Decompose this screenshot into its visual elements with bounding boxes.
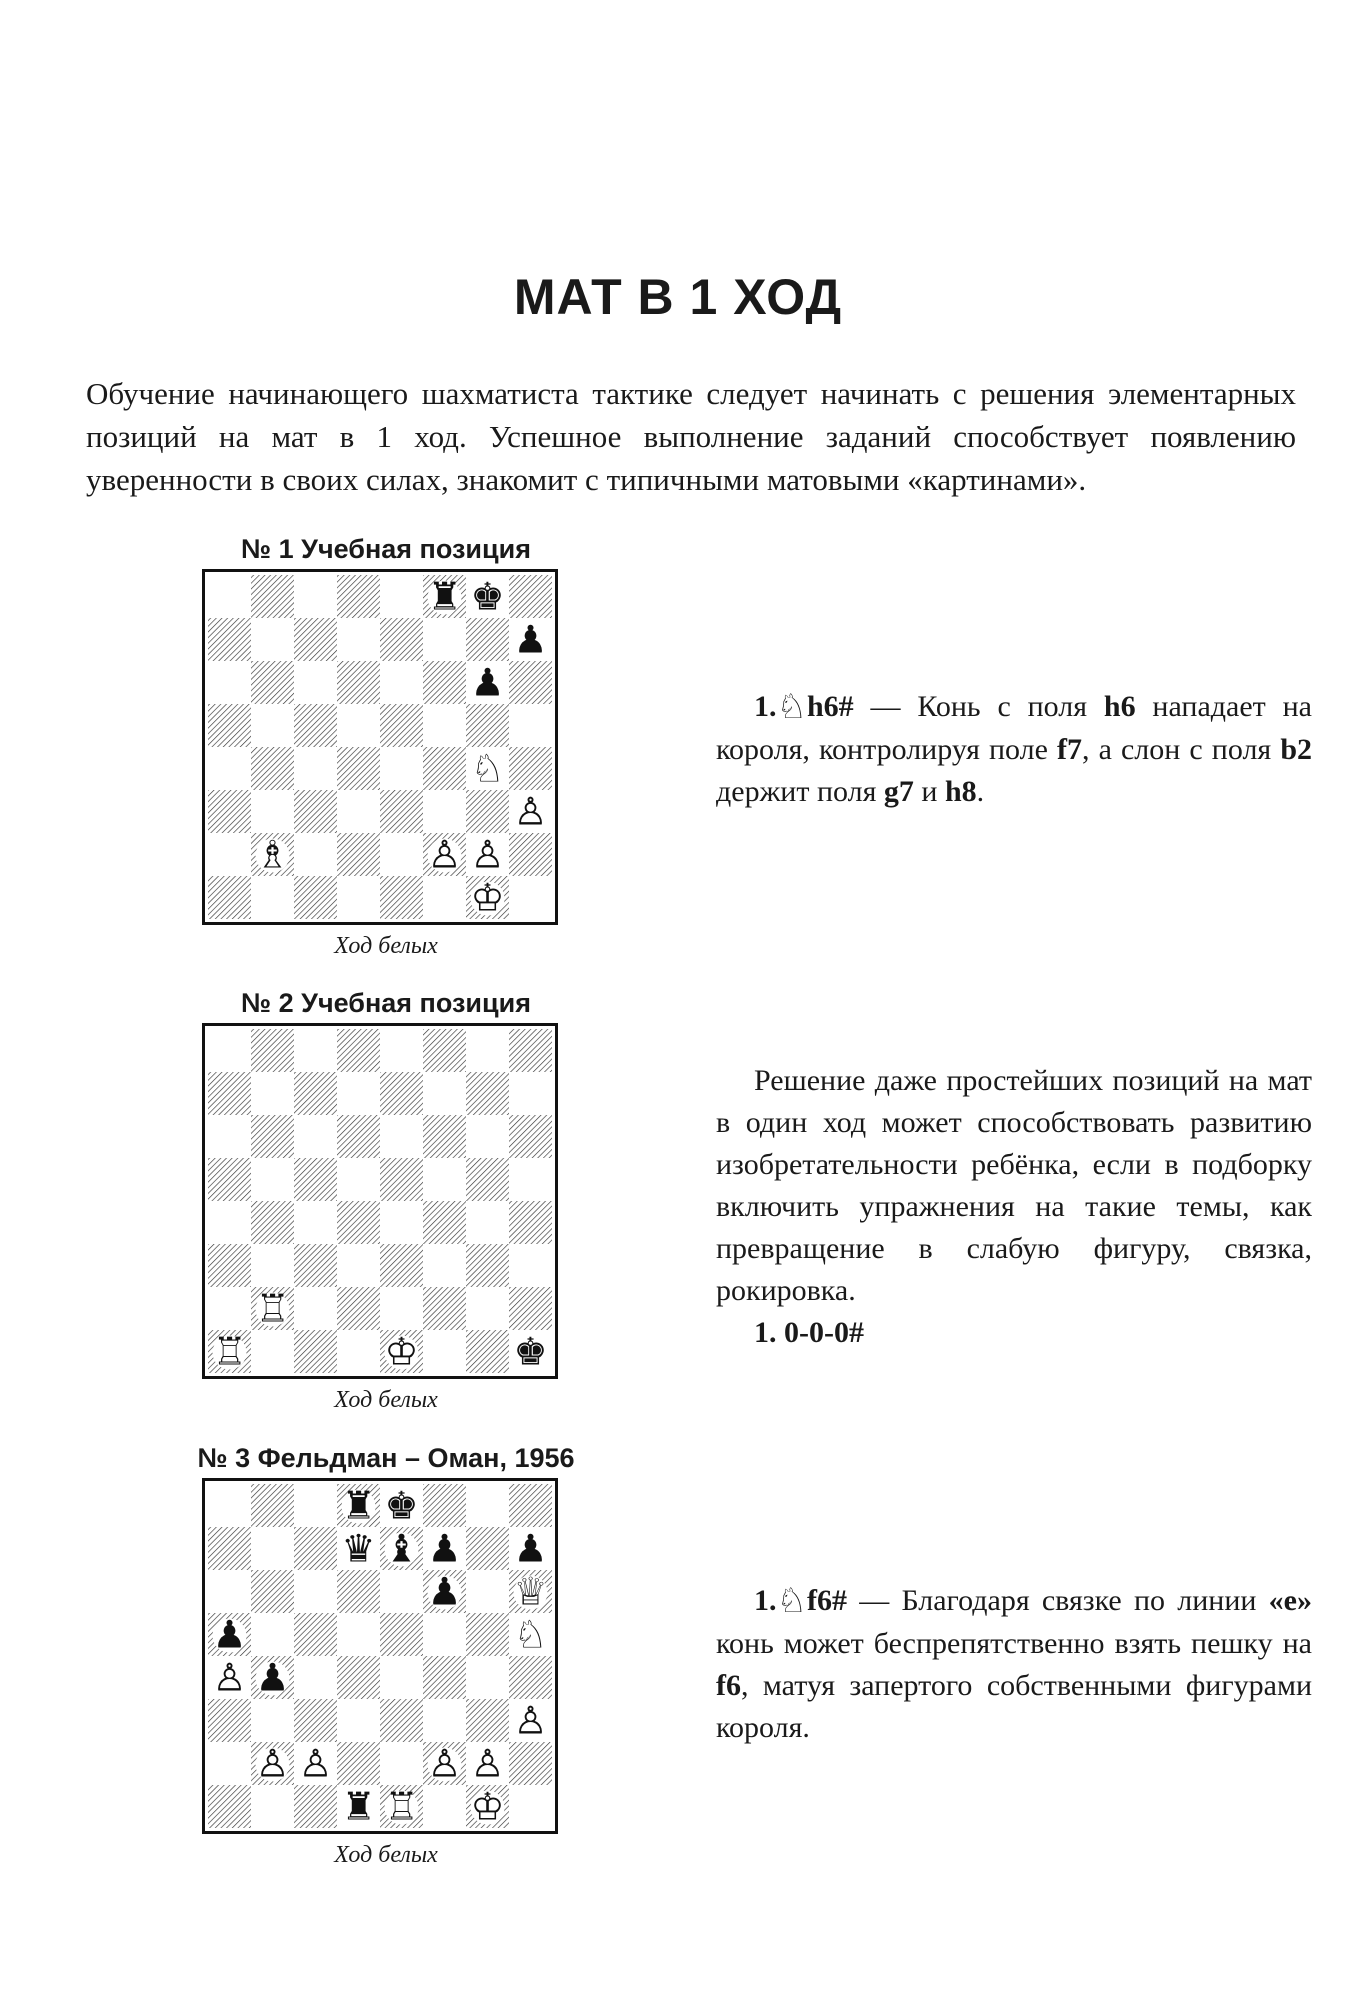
dark-square [208,876,251,919]
black-queen-icon: ♛ [341,1526,376,1571]
dark-square [423,1656,466,1699]
dark-square [380,1699,423,1742]
dark-square [509,575,552,618]
dark-square [337,661,380,704]
dark-square [294,618,337,661]
solution-3-file: «е» [1268,1584,1312,1617]
dark-square [337,1570,380,1613]
solution-3-number: 1. [754,1584,777,1617]
solution-3-text-1: — Благодаря связке по линии [846,1584,1269,1617]
dark-square [380,1244,423,1287]
position-1-to-move: Ход белых [334,933,438,959]
dark-square [466,618,509,661]
dark-square [466,1527,509,1570]
solution-1-move: h6# [806,690,854,723]
dark-square [509,747,552,790]
white-king-icon: ♔ [384,1329,419,1373]
white-bishop-icon: ♗ [255,832,290,877]
dark-square [294,1244,337,1287]
dark-square [208,704,251,747]
dark-square [380,876,423,919]
black-king-icon: ♚ [470,575,505,619]
dark-square [466,1330,509,1373]
position-3-caption: № 3 Фельдман – Оман, 1956 [197,1443,575,1473]
dark-square [251,1484,294,1527]
position-3-board [202,1478,558,1834]
dark-square [337,1201,380,1244]
dark-square [294,1613,337,1656]
black-rook-icon: ♜ [341,1484,376,1528]
dark-square [423,661,466,704]
dark-square [251,1029,294,1072]
dark-square [509,1115,552,1158]
position-1-board [202,569,558,925]
knight-icon: ♘ [776,1583,807,1620]
black-king-icon: ♚ [513,1329,548,1373]
dark-square [208,1699,251,1742]
solution-1-square-3: b2 [1280,733,1312,766]
dark-square [337,1115,380,1158]
dark-square [423,1201,466,1244]
black-pawn-icon: ♟ [427,1569,462,1614]
solution-1-text-3: , а слон с поля [1082,733,1281,766]
solution-1-square-1: h6 [1103,690,1136,723]
white-pawn-icon: ♙ [255,1741,290,1786]
dark-square [423,1115,466,1158]
dark-square [466,1613,509,1656]
dark-square [294,1072,337,1115]
white-king-icon: ♔ [470,1784,505,1828]
white-pawn-icon: ♙ [298,1741,333,1786]
dark-square [337,1029,380,1072]
dark-square [337,833,380,876]
dark-square [466,1244,509,1287]
dark-square [251,1570,294,1613]
dark-square [337,575,380,618]
dark-square [294,1158,337,1201]
solution-3 [716,1580,1312,1749]
white-pawn-icon: ♙ [470,832,505,877]
white-knight-icon: ♘ [470,746,505,791]
position-2-board [202,1023,558,1379]
position-2-caption: № 2 Учебная позиция [241,988,531,1018]
black-pawn-icon: ♟ [255,1655,290,1700]
dark-square [509,833,552,876]
dark-square [208,790,251,833]
white-pawn-icon: ♙ [427,832,462,877]
white-king-icon: ♔ [470,875,505,919]
dark-square [509,1656,552,1699]
position-3-to-move: Ход белых [334,1842,438,1868]
solution-1-number: 1. [754,690,777,723]
chessboard-1 [208,575,552,919]
dark-square [466,1072,509,1115]
white-pawn-icon: ♙ [470,1741,505,1786]
black-rook-icon: ♜ [341,1784,376,1828]
white-pawn-icon: ♙ [212,1655,247,1700]
solution-2-text: Решение даже простейших позиций на мат в один ход может способствовать развитию изобретательности ребёнка, если в подборку включить упражнения на такие темы, как превращение в слабую фигуру, связка, рокировка. [716,1064,1312,1307]
dark-square [208,1785,251,1828]
black-pawn-icon: ♟ [212,1612,247,1657]
dark-square [294,704,337,747]
dark-square [337,1287,380,1330]
solution-1-square-5: h8 [944,775,977,808]
white-pawn-icon: ♙ [513,789,548,834]
dark-square [380,618,423,661]
white-queen-icon: ♕ [513,1569,548,1614]
white-rook-icon: ♖ [384,1784,419,1828]
dark-square [466,790,509,833]
solution-1-text-5: и [913,775,945,808]
black-pawn-icon: ♟ [427,1526,462,1571]
solution-1-text-1: — Конь с поля [853,690,1104,723]
dark-square [466,704,509,747]
dark-square [380,1072,423,1115]
white-pawn-icon: ♙ [427,1741,462,1786]
dark-square [337,747,380,790]
dark-square [294,1785,337,1828]
dark-square [251,661,294,704]
white-rook-icon: ♖ [255,1286,290,1331]
dark-square [380,1613,423,1656]
dark-square [509,1029,552,1072]
dark-square [251,1115,294,1158]
solution-1-text-4: держит поля [716,775,884,808]
solution-3-text-2: конь может беспрепятственно взять пешку на [716,1627,1312,1660]
dark-square [251,575,294,618]
dark-square [337,1656,380,1699]
solution-1-square-4: g7 [883,775,914,808]
solution-2-move [716,1312,1312,1354]
dark-square [423,747,466,790]
dark-square [208,1072,251,1115]
black-pawn-icon: ♟ [513,1526,548,1571]
position-2 [186,985,586,1414]
dark-square [509,1201,552,1244]
dark-square [380,1158,423,1201]
dark-square [509,1287,552,1330]
white-knight-icon: ♘ [513,1612,548,1657]
dark-square [423,1484,466,1527]
black-rook-icon: ♜ [427,575,462,619]
dark-square [251,1201,294,1244]
dark-square [509,1742,552,1785]
dark-square [423,1287,466,1330]
dark-square [509,661,552,704]
dark-square [294,790,337,833]
dark-square [294,876,337,919]
position-1-caption: № 1 Учебная позиция [241,534,531,564]
dark-square [466,1699,509,1742]
chessboard-2 [208,1029,552,1373]
dark-square [423,1029,466,1072]
solution-1-square-2: f7 [1057,733,1082,766]
position-1 [186,531,586,960]
solution-1-text-6: . [976,775,985,808]
dark-square [509,1484,552,1527]
dark-square [294,1699,337,1742]
solution-3-square: f6 [716,1669,741,1702]
dark-square [208,1527,251,1570]
dark-square [380,790,423,833]
solution-2-move-text: 1. 0-0-0# [754,1316,864,1349]
dark-square [337,1742,380,1785]
white-pawn-icon: ♙ [513,1698,548,1743]
position-3 [186,1440,586,1869]
dark-square [208,618,251,661]
knight-icon: ♘ [776,689,807,726]
intro-paragraph: Обучение начинающего шахматиста тактике следует начинать с решения элементарных позиций на мат в 1 ход. Успешное выполнение заданий способствует появлению уверенности в своих силах, знакомит с типичными матовыми «картинами». [86,376,1296,497]
dark-square [380,704,423,747]
white-rook-icon: ♖ [212,1329,247,1373]
dark-square [208,1158,251,1201]
dark-square [208,1244,251,1287]
page-title: МАТ В 1 ХОД [513,269,843,325]
black-bishop-icon: ♝ [384,1526,419,1571]
dark-square [294,1527,337,1570]
solution-3-move: f6# [806,1584,847,1617]
dark-square [294,1330,337,1373]
black-pawn-icon: ♟ [470,660,505,705]
solution-3-text-3: , матуя запертого собственными фигурами короля. [716,1669,1312,1744]
chessboard-3 [208,1484,552,1828]
solution-1-text-2: нападает на короля, контролируя поле [716,690,1312,766]
dark-square [251,747,294,790]
solution-2 [716,1060,1312,1354]
black-pawn-icon: ♟ [513,617,548,662]
position-2-to-move: Ход белых [334,1387,438,1413]
dark-square [466,1158,509,1201]
black-king-icon: ♚ [384,1484,419,1528]
solution-1 [716,686,1312,813]
